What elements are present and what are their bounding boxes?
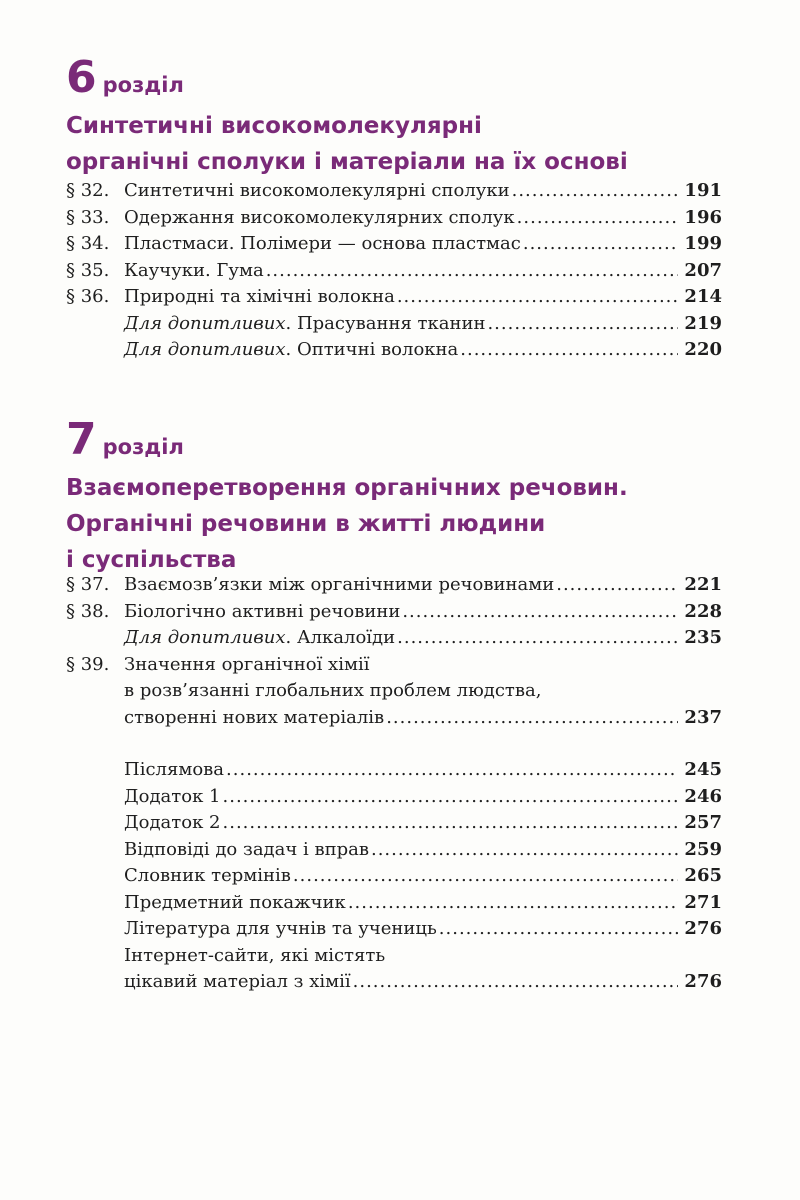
entry-body bbox=[124, 178, 722, 205]
chapter-title bbox=[66, 470, 628, 578]
toc-entry[interactable] bbox=[66, 572, 722, 599]
page-number: 235 bbox=[684, 627, 722, 648]
page-number: 276 bbox=[684, 918, 722, 939]
back-matter-item[interactable] bbox=[66, 863, 722, 890]
entry-body bbox=[124, 652, 722, 679]
toc-entry[interactable] bbox=[66, 705, 722, 732]
back-matter-item[interactable] bbox=[66, 837, 722, 864]
chapter-number: 6 bbox=[66, 52, 97, 103]
entry-title-text: Інтернет-сайти, які містять bbox=[124, 944, 386, 966]
entry-title bbox=[124, 863, 291, 890]
section-number: § 33. bbox=[66, 206, 110, 228]
back-matter-item[interactable] bbox=[66, 810, 722, 837]
entry-italic-prefix: Для допитливих bbox=[124, 312, 286, 334]
toc-entry[interactable] bbox=[66, 258, 722, 285]
chapter-title bbox=[66, 108, 628, 180]
entry-body bbox=[124, 678, 722, 705]
section-number: § 36. bbox=[66, 286, 110, 307]
entry-title bbox=[124, 705, 384, 732]
entry-title-text: Значення органічної хімії bbox=[124, 653, 370, 675]
section-number: § 34. bbox=[66, 233, 110, 254]
toc-entry[interactable] bbox=[66, 205, 722, 232]
page-number: 265 bbox=[684, 865, 722, 886]
dot-leader bbox=[226, 757, 678, 784]
back-matter-item[interactable] bbox=[66, 943, 722, 970]
page-number: 246 bbox=[684, 785, 722, 807]
entry-title-text: Пластмаси. Полімери — основа пластмас bbox=[124, 233, 521, 254]
entry-body bbox=[124, 705, 722, 732]
page-number: 276 bbox=[684, 971, 722, 992]
dot-leader bbox=[487, 311, 678, 338]
section-number: § 35. bbox=[66, 259, 110, 281]
chapter-number: 7 bbox=[66, 414, 97, 465]
entry-title-text: . Алкалоїди bbox=[285, 627, 396, 648]
chapter-word: розділ bbox=[102, 73, 184, 97]
chapter-6-toc bbox=[66, 178, 722, 364]
entry-title bbox=[124, 284, 395, 311]
entry-title bbox=[124, 178, 510, 205]
page-number: 228 bbox=[684, 600, 722, 622]
entry-body bbox=[124, 890, 722, 917]
toc-entry[interactable] bbox=[66, 284, 722, 311]
toc-entry[interactable] bbox=[66, 678, 722, 705]
dot-leader bbox=[460, 337, 678, 364]
entry-body bbox=[124, 625, 722, 652]
entry-title bbox=[124, 810, 221, 837]
dot-leader bbox=[397, 284, 678, 311]
entry-title bbox=[124, 890, 346, 917]
dot-leader bbox=[386, 705, 678, 732]
entry-body bbox=[124, 231, 722, 258]
entry-title bbox=[124, 311, 485, 338]
entry-title bbox=[124, 678, 541, 705]
back-matter-item[interactable] bbox=[66, 890, 722, 917]
entry-title bbox=[124, 784, 221, 811]
entry-body bbox=[124, 599, 722, 626]
entry-title-text: Взаємозв’язки між органічними речовинами bbox=[124, 574, 555, 595]
entry-title bbox=[124, 572, 554, 599]
page-number: 199 bbox=[684, 233, 722, 254]
chapter-title-line: органічні сполуки і матеріали на їх основі bbox=[66, 149, 628, 175]
dot-leader bbox=[266, 258, 678, 285]
entry-title bbox=[124, 231, 521, 258]
entry-title-text: в розв’язанні глобальних проблем людства, bbox=[124, 680, 542, 701]
page-number: 191 bbox=[684, 180, 722, 201]
entry-title-text: Синтетичні високомолекулярні сполуки bbox=[124, 180, 510, 201]
dot-leader bbox=[517, 205, 678, 232]
entry-body bbox=[124, 863, 722, 890]
chapter-6-heading bbox=[66, 50, 628, 180]
entry-body bbox=[124, 757, 722, 784]
back-matter-item[interactable] bbox=[66, 916, 722, 943]
entry-title-text: створенні нових матеріалів bbox=[124, 706, 385, 728]
entry-body bbox=[124, 311, 722, 338]
entry-body bbox=[124, 337, 722, 364]
entry-italic-prefix: Для допитливих bbox=[124, 627, 286, 648]
section-number: § 39. bbox=[66, 653, 110, 675]
page-number: 271 bbox=[684, 891, 722, 913]
page-number: 196 bbox=[684, 206, 722, 228]
entry-body bbox=[124, 943, 722, 970]
dot-leader bbox=[523, 231, 678, 258]
entry-title-text: Додаток 2 bbox=[124, 812, 221, 833]
page-number: 237 bbox=[684, 706, 722, 728]
dot-leader bbox=[512, 178, 678, 205]
entry-title bbox=[124, 943, 385, 970]
page-number: 221 bbox=[684, 574, 722, 595]
section-number: § 32. bbox=[66, 180, 110, 201]
entry-title-text: Біологічно активні речовини bbox=[124, 600, 401, 622]
entry-title-text: цікавий матеріал з хімії bbox=[124, 971, 351, 992]
toc-entry[interactable] bbox=[66, 178, 722, 205]
page-number: 257 bbox=[684, 812, 722, 833]
chapter-word: розділ bbox=[102, 435, 184, 459]
page-number: 259 bbox=[684, 838, 722, 860]
entry-title bbox=[124, 205, 515, 232]
entry-title-text: Післямова bbox=[124, 759, 225, 780]
dot-leader bbox=[223, 784, 678, 811]
entry-body bbox=[124, 572, 722, 599]
chapter-7-heading bbox=[66, 412, 628, 578]
dot-leader bbox=[293, 863, 678, 890]
toc-entry[interactable] bbox=[66, 231, 722, 258]
entry-body bbox=[124, 784, 722, 811]
entry-title-text: Предметний покажчик bbox=[124, 891, 346, 913]
entry-italic-prefix: Для допитливих bbox=[124, 339, 286, 360]
toc-entry[interactable] bbox=[66, 599, 722, 626]
toc-entry[interactable] bbox=[66, 652, 722, 679]
dot-leader bbox=[397, 625, 678, 652]
entry-title-text: . Прасування тканин bbox=[285, 312, 486, 334]
entry-body bbox=[124, 205, 722, 232]
toc-entry[interactable] bbox=[66, 311, 722, 338]
chapter-title-line: Органічні речовини в житті людини bbox=[66, 511, 546, 537]
entry-title bbox=[124, 916, 437, 943]
entry-title bbox=[124, 837, 369, 864]
entry-body bbox=[124, 258, 722, 285]
entry-title-text: Додаток 1 bbox=[124, 785, 221, 807]
entry-title-text: Каучуки. Гума bbox=[124, 259, 264, 281]
page-number: 245 bbox=[684, 759, 722, 780]
entry-body bbox=[124, 284, 722, 311]
section-number: § 37. bbox=[66, 574, 110, 595]
entry-title-text: Словник термінів bbox=[124, 865, 291, 886]
entry-title bbox=[124, 625, 395, 652]
entry-title bbox=[124, 652, 369, 679]
dot-leader bbox=[348, 890, 678, 917]
dot-leader bbox=[223, 810, 678, 837]
section-number: § 38. bbox=[66, 600, 110, 622]
dot-leader bbox=[353, 969, 678, 996]
dot-leader bbox=[556, 572, 678, 599]
entry-body bbox=[124, 916, 722, 943]
chapter-title-line: і суспільства bbox=[66, 547, 237, 573]
chapter-7-toc bbox=[66, 572, 722, 996]
entry-title-text: Одержання високомолекулярних сполук bbox=[124, 206, 515, 228]
entry-title-text: Природні та хімічні волокна bbox=[124, 286, 395, 307]
toc-entry[interactable] bbox=[66, 625, 722, 652]
section-gap bbox=[66, 731, 722, 757]
entry-title-text: . Оптичні волокна bbox=[285, 339, 459, 360]
entry-title bbox=[124, 337, 458, 364]
page-number: 207 bbox=[684, 259, 722, 281]
page-number: 214 bbox=[684, 286, 722, 307]
back-matter-item[interactable] bbox=[66, 969, 722, 996]
chapter-title-line: Взаємоперетворення органічних речовин. bbox=[66, 475, 628, 501]
dot-leader bbox=[439, 916, 678, 943]
page-number: 219 bbox=[684, 312, 722, 334]
page-number: 220 bbox=[684, 339, 722, 360]
entry-body bbox=[124, 810, 722, 837]
toc-entry[interactable] bbox=[66, 337, 722, 364]
entry-title bbox=[124, 969, 351, 996]
entry-body bbox=[124, 969, 722, 996]
dot-leader bbox=[371, 837, 678, 864]
entry-title bbox=[124, 258, 264, 285]
chapter-title-line: Синтетичні високомолекулярні bbox=[66, 113, 482, 139]
entry-title-text: Відповіді до задач і вправ bbox=[124, 838, 369, 860]
dot-leader bbox=[402, 599, 678, 626]
entry-title bbox=[124, 599, 400, 626]
back-matter-item[interactable] bbox=[66, 784, 722, 811]
back-matter-item[interactable] bbox=[66, 757, 722, 784]
entry-body bbox=[124, 837, 722, 864]
entry-title-text: Література для учнів та учениць bbox=[124, 918, 437, 939]
entry-title bbox=[124, 757, 224, 784]
